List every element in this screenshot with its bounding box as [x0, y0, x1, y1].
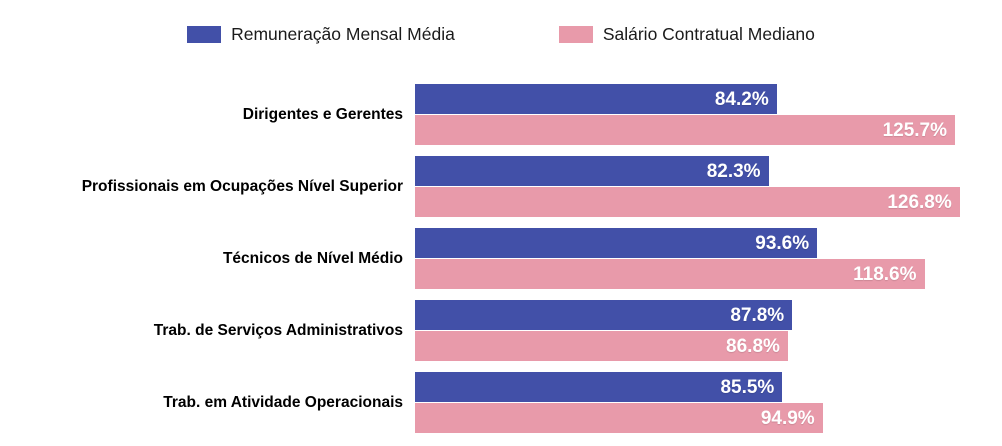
- bar-group: [0, 156, 1002, 218]
- bar-value-label: 87.8%: [730, 304, 785, 326]
- bar-group: [0, 84, 1002, 146]
- legend-label-series-0: Remuneração Mensal Média: [231, 24, 455, 44]
- bar-pair: [415, 228, 995, 290]
- bar-group: [0, 300, 1002, 362]
- bar-series-1: [415, 115, 955, 145]
- bar-pair: [415, 372, 995, 434]
- bar-series-0: [415, 228, 817, 258]
- legend-swatch-series-0: [187, 26, 221, 43]
- bar-value-label: 85.5%: [720, 376, 775, 398]
- category-label: Trab. em Atividade Operacionais: [163, 394, 403, 411]
- legend-item-remuneracao-mensal-media: [187, 26, 455, 44]
- bar-series-1: [415, 331, 788, 361]
- bar-series-0: [415, 84, 777, 114]
- plot-area: [0, 84, 1002, 434]
- bar-series-1: [415, 403, 823, 433]
- bar-value-label: 84.2%: [714, 88, 769, 110]
- bar-value-label: 125.7%: [882, 119, 948, 141]
- bar-value-label: 126.8%: [887, 191, 952, 213]
- bar-value-label: 93.6%: [755, 232, 810, 254]
- bar-value-label: 82.3%: [706, 160, 761, 182]
- bar-series-0: [415, 372, 782, 402]
- bar-value-label: 118.6%: [853, 263, 917, 285]
- legend-item-salario-contratual-mediano: [559, 26, 815, 44]
- bar-series-1: [415, 259, 925, 289]
- bar-series-0: [415, 300, 792, 330]
- category-label: Técnicos de Nível Médio: [222, 250, 403, 267]
- bar-value-label: 86.8%: [726, 335, 780, 357]
- bar-pair: [415, 84, 995, 146]
- bar-series-0: [415, 156, 769, 186]
- legend-swatch-series-1: [559, 26, 593, 43]
- legend-label-series-1: Salário Contratual Mediano: [602, 24, 815, 44]
- category-label: Trab. de Serviços Administrativos: [153, 322, 403, 339]
- bar-pair: [415, 156, 995, 218]
- chart-legend: [0, 26, 1002, 44]
- category-label: Profissionais em Ocupações Nível Superior: [81, 178, 403, 195]
- bar-value-label: 94.9%: [760, 407, 815, 429]
- bar-group: [0, 372, 1002, 434]
- bar-series-1: [415, 187, 960, 217]
- category-label: Dirigentes e Gerentes: [242, 106, 403, 123]
- bar-group: [0, 228, 1002, 290]
- bar-pair: [415, 300, 995, 362]
